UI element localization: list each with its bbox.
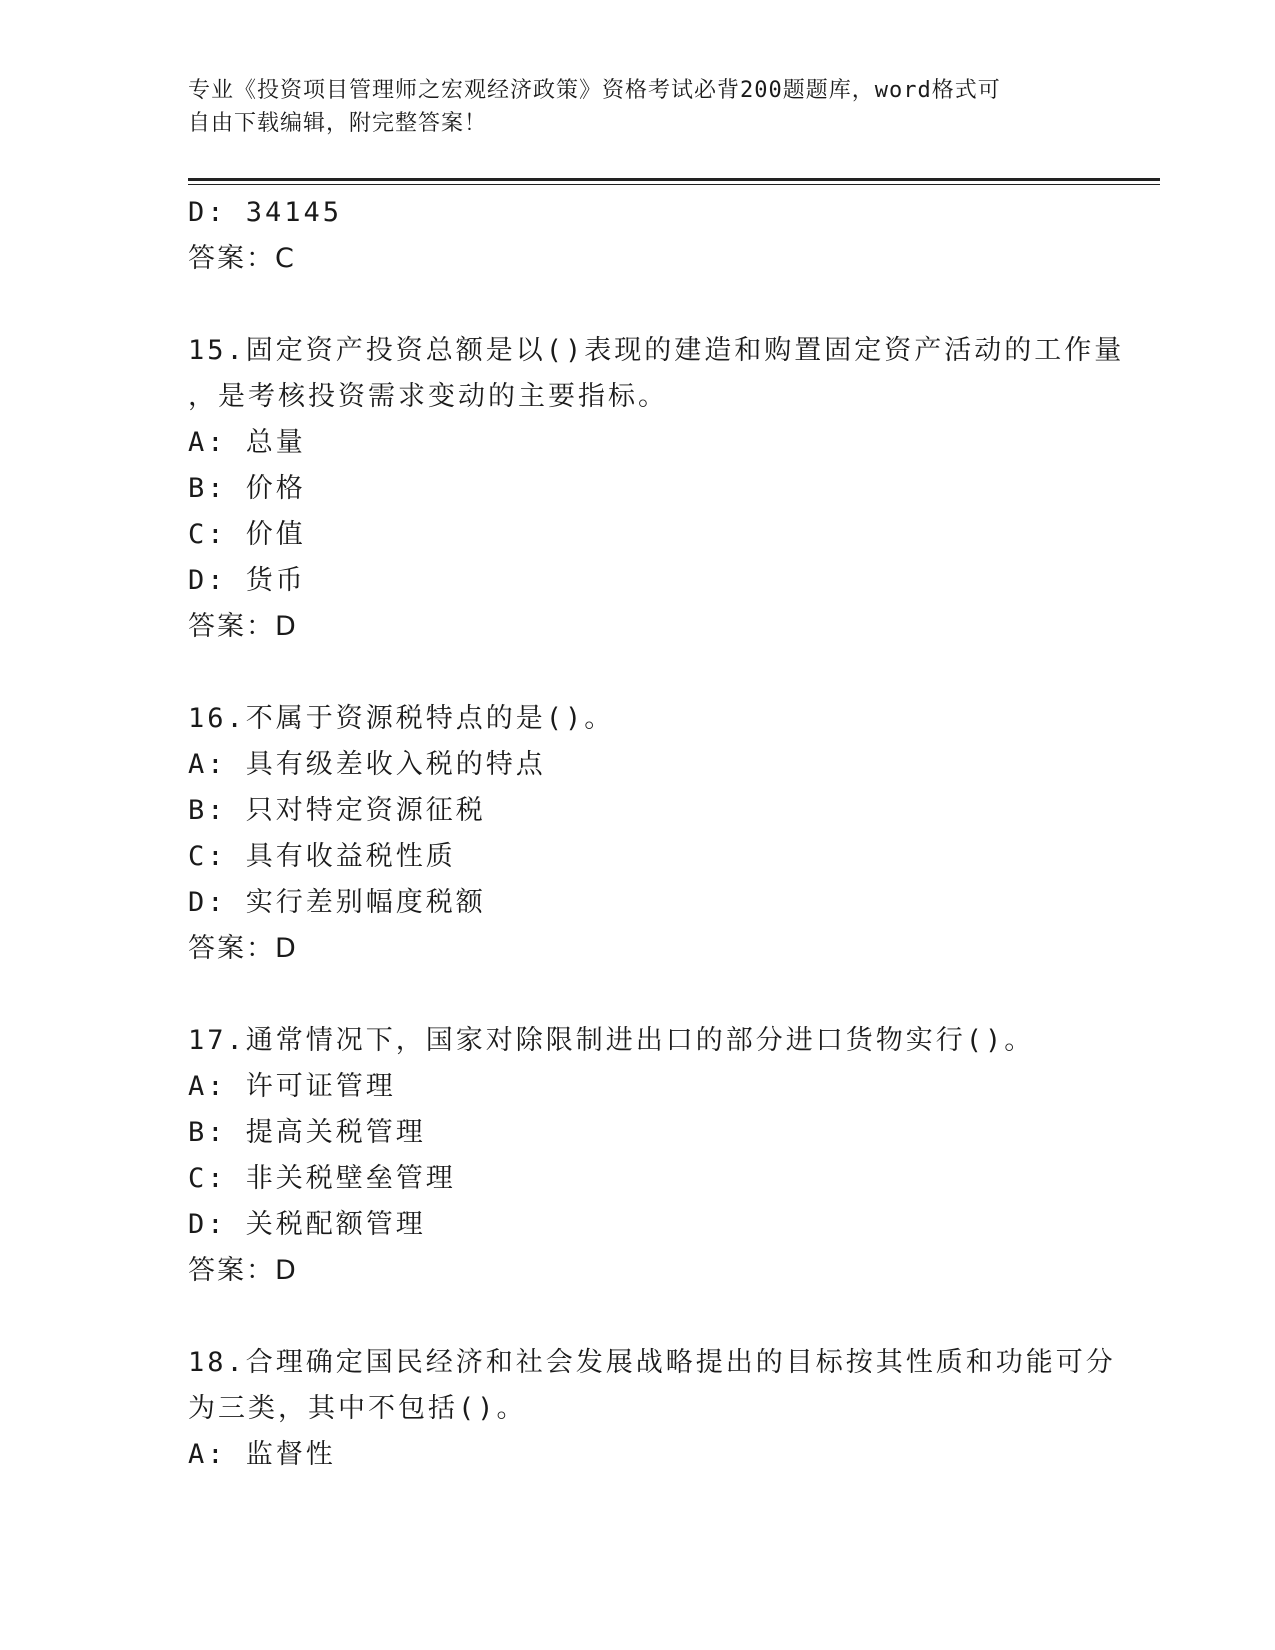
q18-option-a: A: 监督性 [188, 1439, 336, 1470]
q15-answer: 答案：D [188, 611, 298, 642]
q17-option-b: B: 提高关税管理 [188, 1117, 426, 1148]
q16-option-c: C: 具有收益税性质 [188, 841, 456, 872]
q15-stem-line-1: 15.固定资产投资总额是以()表现的建造和购置固定资产活动的工作量 [188, 335, 1125, 366]
q15-option-a: A: 总量 [188, 427, 306, 458]
document-header [188, 74, 1088, 140]
q16-option-d: D: 实行差别幅度税额 [188, 887, 486, 918]
q15-option-b: B: 价格 [188, 473, 306, 504]
header-divider-thin [188, 184, 1160, 185]
prev-option-d: D: 34145 [188, 197, 343, 228]
q17-answer: 答案：D [188, 1255, 298, 1286]
question-list [188, 190, 1125, 1478]
header-divider-thick [188, 178, 1160, 181]
q16-option-b: B: 只对特定资源征税 [188, 795, 486, 826]
q18-stem-line-2: 为三类，其中不包括()。 [188, 1393, 527, 1424]
q17-option-d: D: 关税配额管理 [188, 1209, 426, 1240]
q18-stem-line-1: 18.合理确定国民经济和社会发展战略提出的目标按其性质和功能可分 [188, 1347, 1116, 1378]
q17-option-a: A: 许可证管理 [188, 1071, 396, 1102]
q17-stem: 17.通常情况下，国家对除限制进出口的部分进口货物实行()。 [188, 1025, 1035, 1056]
q17-option-c: C: 非关税壁垒管理 [188, 1163, 456, 1194]
q15-option-c: C: 价值 [188, 519, 306, 550]
q16-option-a: A: 具有级差收入税的特点 [188, 749, 546, 780]
prev-answer: 答案：C [188, 243, 296, 274]
q16-stem: 16.不属于资源税特点的是()。 [188, 703, 615, 734]
header-line-1: 专业《投资项目管理师之宏观经济政策》资格考试必背200题题库，word格式可 [188, 78, 1001, 103]
q15-stem-line-2: ，是考核投资需求变动的主要指标。 [188, 381, 668, 412]
q15-option-d: D: 货币 [188, 565, 306, 596]
q16-answer: 答案：D [188, 933, 298, 964]
header-line-2: 自由下载编辑，附完整答案！ [188, 111, 488, 136]
